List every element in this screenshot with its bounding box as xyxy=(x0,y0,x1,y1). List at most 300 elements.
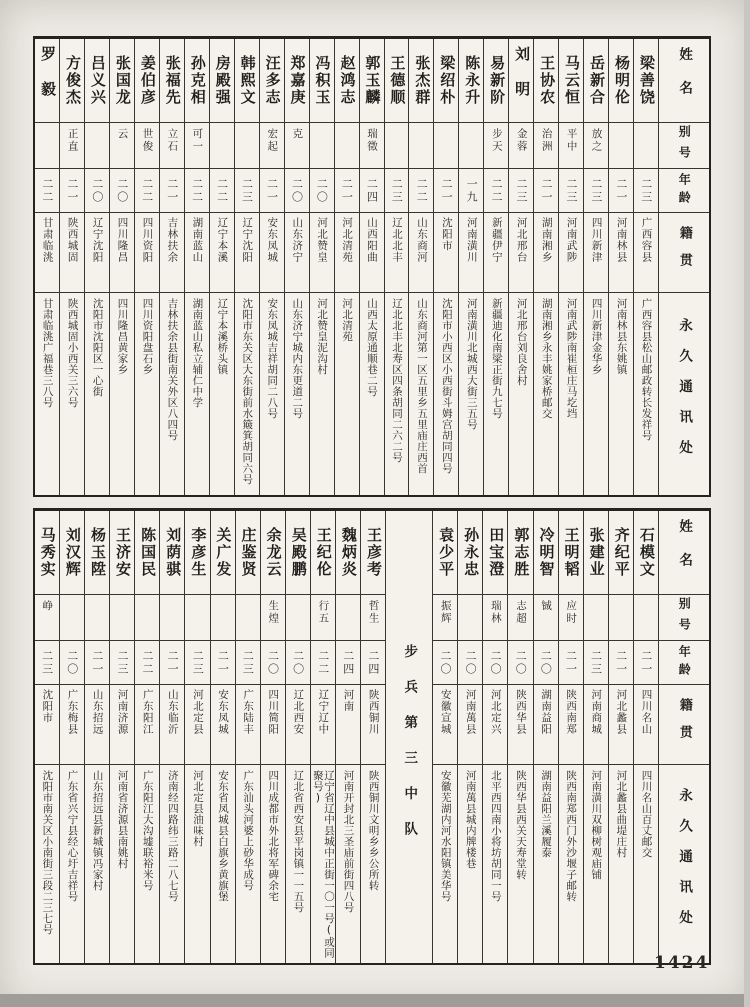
address-cell-text: 河南省济源县南姚村 xyxy=(116,770,129,869)
alias-cell xyxy=(160,123,184,169)
native-cell-text: 山西阳曲 xyxy=(366,217,379,263)
address-cell-text: 河北蠡县曲堤庄村 xyxy=(615,770,628,858)
header-name-label-text: 姓名 xyxy=(676,47,693,114)
address-cell xyxy=(210,293,234,495)
native-cell-text: 陕西铜川 xyxy=(367,689,380,735)
address-cell-text: 四川隆昌黄家乡 xyxy=(116,298,129,375)
address-cell xyxy=(385,293,409,495)
address-cell xyxy=(236,765,260,963)
roster-table-bottom xyxy=(33,508,711,965)
name-cell xyxy=(360,39,384,123)
header-address-label xyxy=(659,765,709,963)
person-column xyxy=(134,511,159,963)
address-cell-text: 安徽芜湖内河水阳镇美华号 xyxy=(439,770,452,902)
alias-cell xyxy=(311,595,335,641)
name-cell xyxy=(484,39,508,123)
name-cell xyxy=(335,39,359,123)
name-cell xyxy=(433,511,457,595)
age-cell xyxy=(211,641,235,685)
address-cell-text: 河南开封北三圣庙前街四八号 xyxy=(342,770,355,913)
name-cell xyxy=(385,39,409,123)
alias-cell-text: 峥 xyxy=(41,600,54,613)
name-cell xyxy=(185,511,209,595)
age-cell-text: 二二 xyxy=(140,177,154,204)
address-cell-text: 河南萬县城内牌楼巷 xyxy=(464,770,477,869)
age-cell-text: 二一 xyxy=(90,649,104,676)
header-age-label-text: 年龄 xyxy=(677,172,692,209)
name-cell xyxy=(110,39,134,123)
address-cell xyxy=(60,293,84,495)
name-cell xyxy=(609,511,633,595)
alias-cell-text: 克 xyxy=(291,128,304,141)
name-cell-text: 王德顺 xyxy=(388,55,407,106)
name-cell-text: 刘汉辉 xyxy=(63,527,82,578)
address-cell-text: 沈阳市东关区大东街前水簸箕胡同六号 xyxy=(241,298,254,485)
age-cell xyxy=(534,641,558,685)
native-cell-text: 四川隆昌 xyxy=(116,217,129,263)
age-cell xyxy=(60,641,84,685)
address-cell xyxy=(35,765,59,963)
person-column xyxy=(59,39,84,495)
age-cell-text: 二〇 xyxy=(65,649,79,676)
name-cell xyxy=(211,511,235,595)
native-cell-text: 河南萬县 xyxy=(464,689,477,735)
alias-cell xyxy=(483,595,507,641)
person-column xyxy=(284,39,309,495)
header-age-label xyxy=(659,641,709,685)
age-cell xyxy=(559,169,583,213)
native-cell xyxy=(534,213,558,293)
age-cell xyxy=(360,169,384,213)
address-cell-text: 四川成都市外北将军碑余宅 xyxy=(267,770,280,902)
native-cell xyxy=(210,213,234,293)
person-column xyxy=(433,39,458,495)
person-column xyxy=(35,511,59,963)
address-cell-text: 四川资阳盘石乡 xyxy=(141,298,154,375)
address-cell-text: 陕西城固小西关三六号 xyxy=(66,298,79,408)
alias-cell xyxy=(135,123,159,169)
name-cell-text: 房殿强 xyxy=(213,55,232,106)
header-native-label xyxy=(659,213,709,293)
age-cell-text: 二二 xyxy=(490,177,504,204)
alias-cell xyxy=(261,595,285,641)
age-cell-text: 二〇 xyxy=(464,649,478,676)
age-cell-text: 二三 xyxy=(515,177,529,204)
alias-cell xyxy=(110,595,134,641)
person-column xyxy=(159,39,184,495)
name-cell xyxy=(135,511,159,595)
alias-cell-text: 哲生 xyxy=(367,600,380,625)
person-column xyxy=(508,39,533,495)
name-cell xyxy=(584,511,608,595)
address-cell xyxy=(135,293,159,495)
age-cell-text: 二一 xyxy=(564,649,578,676)
address-cell-text: 湖南益阳兰溪履泰 xyxy=(540,770,553,858)
native-cell-text: 河北清苑 xyxy=(341,217,354,263)
name-cell-text: 冷明智 xyxy=(537,527,556,578)
native-cell-text: 沈阳市 xyxy=(440,217,453,252)
address-cell-text: 河南潢川双柳树观庙铺 xyxy=(590,770,603,880)
age-cell-text: 二〇 xyxy=(438,649,452,676)
name-cell-text: 王协农 xyxy=(538,55,557,106)
alias-cell-text: 云 xyxy=(116,128,129,141)
alias-cell xyxy=(235,123,259,169)
age-cell xyxy=(210,169,234,213)
address-cell xyxy=(185,293,209,495)
native-cell xyxy=(534,685,558,765)
age-cell xyxy=(483,641,507,685)
native-cell-text: 河北定兴 xyxy=(489,689,502,735)
address-cell-text: 陕西南郑西门外沙堰子邮转 xyxy=(565,770,578,902)
native-cell-text: 新疆伊宁 xyxy=(490,217,503,263)
alias-cell-text: 振辉 xyxy=(439,600,452,625)
alias-cell xyxy=(534,123,558,169)
person-column xyxy=(583,39,608,495)
native-cell-text: 河北赞皇 xyxy=(316,217,329,263)
person-column xyxy=(458,39,483,495)
address-cell xyxy=(559,765,583,963)
person-column xyxy=(483,39,508,495)
age-cell xyxy=(584,169,608,213)
address-cell xyxy=(285,293,309,495)
person-column xyxy=(109,39,134,495)
native-cell-text: 沈阳市 xyxy=(41,689,54,724)
alias-cell xyxy=(35,595,59,641)
native-cell-text: 陕西南郑 xyxy=(565,689,578,735)
native-cell xyxy=(185,685,209,765)
age-cell-text: 二三 xyxy=(40,649,54,676)
address-cell xyxy=(484,293,508,495)
alias-cell xyxy=(361,595,385,641)
name-cell-text: 张杰群 xyxy=(413,55,432,106)
age-cell xyxy=(85,169,109,213)
name-cell xyxy=(135,39,159,123)
page-number: 1424 xyxy=(654,953,710,973)
native-cell-text: 河南济源 xyxy=(116,689,129,735)
age-cell xyxy=(135,641,159,685)
person-column xyxy=(35,39,59,495)
age-cell-text: 二一 xyxy=(216,649,230,676)
address-cell-text: 河北定县油味村 xyxy=(191,770,204,847)
age-cell-text: 二〇 xyxy=(489,649,503,676)
address-cell-text: 河南武陟南崔桓庄马圪垱 xyxy=(565,298,578,419)
name-cell xyxy=(409,39,433,123)
native-cell xyxy=(609,685,633,765)
address-cell-text: 河北邢台刘良舍村 xyxy=(515,298,528,386)
address-cell xyxy=(634,293,658,495)
alias-cell xyxy=(584,595,608,641)
name-cell xyxy=(311,511,335,595)
native-cell-text: 河南潢川 xyxy=(465,217,478,263)
age-cell xyxy=(260,169,284,213)
address-cell-text: 安东省凤城县白旗乡黄旗堡 xyxy=(217,770,230,902)
person-column xyxy=(384,39,409,495)
name-cell-text: 吕义兴 xyxy=(88,55,107,106)
header-native-label xyxy=(659,685,709,765)
address-cell xyxy=(360,293,384,495)
person-column xyxy=(408,39,433,495)
name-cell xyxy=(185,39,209,123)
alias-cell xyxy=(433,595,457,641)
alias-cell xyxy=(336,595,360,641)
address-cell-text: 四川新津金华乡 xyxy=(590,298,603,375)
age-cell xyxy=(433,641,457,685)
address-cell-text: 四川名山百丈邮交 xyxy=(640,770,653,858)
native-cell xyxy=(360,213,384,293)
native-cell-text: 河南林县 xyxy=(615,217,628,263)
native-cell xyxy=(409,213,433,293)
name-cell-text: 岳新合 xyxy=(587,55,606,106)
native-cell xyxy=(236,685,260,765)
name-cell xyxy=(459,39,483,123)
age-cell-text: 二二 xyxy=(141,649,155,676)
name-cell-text: 杨玉陞 xyxy=(88,527,107,578)
address-cell xyxy=(483,765,507,963)
native-cell-text: 安东凤城 xyxy=(266,217,279,263)
native-cell xyxy=(310,213,334,293)
name-cell-text: 梁绍朴 xyxy=(438,55,457,106)
alias-cell-text: 生煌 xyxy=(267,600,280,625)
name-cell-text: 袁少平 xyxy=(437,527,456,578)
native-cell-text: 广东阳江 xyxy=(141,689,154,735)
address-cell xyxy=(185,765,209,963)
header-name-label xyxy=(659,39,709,123)
address-cell-text: 广东省兴宁县经心圩吉祥号 xyxy=(66,770,79,902)
age-cell xyxy=(409,169,433,213)
person-column xyxy=(359,39,384,495)
address-cell xyxy=(286,765,310,963)
alias-cell-text: 金蓉 xyxy=(515,128,528,153)
name-cell-text: 王济安 xyxy=(114,527,133,578)
name-cell-text: 刘荫骐 xyxy=(164,527,183,578)
age-cell-text: 二四 xyxy=(341,649,355,676)
header-address-label-text: 永久通讯处 xyxy=(676,317,693,471)
address-cell-text: 山东商河第一区五里乡五里庙庄西首 xyxy=(415,298,428,474)
native-cell xyxy=(483,685,507,765)
age-cell-text: 二〇 xyxy=(290,177,304,204)
alias-cell xyxy=(260,123,284,169)
alias-cell xyxy=(285,123,309,169)
name-cell-text: 张福先 xyxy=(163,55,182,106)
name-cell xyxy=(634,39,658,123)
age-cell-text: 二〇 xyxy=(115,177,129,204)
alias-cell xyxy=(110,123,134,169)
name-cell-text: 马云恒 xyxy=(563,55,582,106)
age-cell xyxy=(160,169,184,213)
name-cell xyxy=(110,511,134,595)
alias-cell xyxy=(409,123,433,169)
person-column xyxy=(210,511,235,963)
name-cell-text: 赵鸿志 xyxy=(338,55,357,106)
native-cell xyxy=(35,213,59,293)
name-cell xyxy=(85,39,109,123)
scan-right-edge xyxy=(744,0,750,1007)
address-cell xyxy=(584,293,608,495)
age-cell-text: 二三 xyxy=(390,177,404,204)
native-cell xyxy=(634,213,658,293)
person-column xyxy=(84,39,109,495)
name-cell-text: 张国龙 xyxy=(113,55,132,106)
alias-cell-text: 志超 xyxy=(514,600,527,625)
age-cell-text: 二一 xyxy=(65,177,79,204)
age-cell xyxy=(110,641,134,685)
alias-cell xyxy=(458,595,482,641)
person-column xyxy=(633,511,658,963)
alias-cell xyxy=(559,595,583,641)
native-cell xyxy=(135,213,159,293)
name-cell xyxy=(483,511,507,595)
native-cell xyxy=(584,213,608,293)
age-cell xyxy=(85,641,109,685)
native-cell xyxy=(634,685,658,765)
address-cell-text: 湖南蓝山私立辅仁中学 xyxy=(191,298,204,408)
person-column xyxy=(285,511,310,963)
address-cell xyxy=(335,293,359,495)
age-cell-text: 二一 xyxy=(614,649,628,676)
alias-cell xyxy=(60,123,84,169)
native-cell-text: 四川资阳 xyxy=(141,217,154,263)
header-age-label xyxy=(659,169,709,213)
header-name-label xyxy=(659,511,709,595)
age-cell-text: 二一 xyxy=(340,177,354,204)
age-cell xyxy=(534,169,558,213)
name-cell xyxy=(35,511,59,595)
age-cell-text: 二三 xyxy=(191,649,205,676)
native-cell xyxy=(385,213,409,293)
native-cell xyxy=(286,685,310,765)
native-cell xyxy=(361,685,385,765)
name-cell-text: 李彦生 xyxy=(189,527,208,578)
name-cell xyxy=(85,511,109,595)
age-cell xyxy=(634,641,658,685)
name-cell-text: 庄鉴贤 xyxy=(239,527,258,578)
native-cell-text: 湖南蓝山 xyxy=(191,217,204,263)
name-cell-text: 齐纪平 xyxy=(612,527,631,578)
age-cell xyxy=(235,169,259,213)
address-cell-text: 辽宁本溪桥头镇 xyxy=(216,298,229,375)
alias-cell xyxy=(634,123,658,169)
address-cell xyxy=(508,765,532,963)
age-cell xyxy=(559,641,583,685)
age-cell xyxy=(35,641,59,685)
name-cell-text: 王纪伦 xyxy=(314,527,333,578)
age-cell-text: 二三 xyxy=(564,177,578,204)
name-cell xyxy=(559,511,583,595)
age-cell-text: 二一 xyxy=(639,649,653,676)
age-cell xyxy=(236,641,260,685)
person-column xyxy=(259,39,284,495)
native-cell xyxy=(85,213,109,293)
address-cell xyxy=(35,293,59,495)
address-cell-text: 沈阳市沈阳区一心街 xyxy=(91,298,104,397)
alias-cell-text: 步天 xyxy=(490,128,503,153)
address-cell-text: 北平西四南小将坊胡同一号 xyxy=(489,770,502,902)
native-cell xyxy=(261,685,285,765)
address-cell xyxy=(634,765,658,963)
address-cell-text: 广东汕头河婆上砂华成号 xyxy=(242,770,255,891)
age-cell-text: 二三 xyxy=(639,177,653,204)
name-cell-text: 郭志胜 xyxy=(512,527,531,578)
alias-cell-text: 治洲 xyxy=(540,128,553,153)
header-alias-label xyxy=(659,595,709,641)
native-cell-text: 甘肃临洮 xyxy=(41,217,54,263)
person-column xyxy=(334,39,359,495)
native-cell-text: 辽宁本溪 xyxy=(216,217,229,263)
name-cell-text: 汪多志 xyxy=(263,55,282,106)
age-cell-text: 二四 xyxy=(365,177,379,204)
address-cell xyxy=(160,293,184,495)
age-cell xyxy=(160,641,184,685)
age-cell xyxy=(458,641,482,685)
name-cell xyxy=(160,39,184,123)
native-cell xyxy=(85,685,109,765)
person-column xyxy=(432,511,457,963)
native-cell-text: 四川新津 xyxy=(590,217,603,263)
alias-cell xyxy=(35,123,59,169)
alias-cell xyxy=(160,595,184,641)
name-cell-text: 杨明伦 xyxy=(612,55,631,106)
alias-cell xyxy=(360,123,384,169)
age-cell-text: 二一 xyxy=(165,177,179,204)
name-cell-text: 易新阶 xyxy=(488,55,507,106)
person-column xyxy=(184,511,209,963)
person-column xyxy=(109,511,134,963)
name-cell-text: 郭玉麟 xyxy=(363,55,382,106)
address-cell-text: 济南经四路纬三路二八七号 xyxy=(166,770,179,902)
header-name-label-text: 姓名 xyxy=(676,519,693,586)
name-cell-text: 冯积玉 xyxy=(313,55,332,106)
address-cell-text: 山西太原通顺巷二号 xyxy=(366,298,379,397)
person-column xyxy=(583,511,608,963)
name-cell-text: 孙永忠 xyxy=(462,527,481,578)
name-cell-text: 陈国民 xyxy=(139,527,158,578)
address-cell xyxy=(235,293,259,495)
name-cell xyxy=(509,39,533,123)
person-column xyxy=(608,511,633,963)
header-address-label-text: 永久通讯处 xyxy=(676,787,693,941)
age-cell-text: 二一 xyxy=(539,177,553,204)
address-cell-text: 沈阳市南关区小南街三段二三七号 xyxy=(41,770,54,935)
native-cell-text: 河北蠡县 xyxy=(615,689,628,735)
address-cell xyxy=(85,293,109,495)
alias-cell-text: 正直 xyxy=(66,128,79,153)
address-cell xyxy=(261,765,285,963)
age-cell-text: 二三 xyxy=(115,649,129,676)
alias-cell-text: 宏起 xyxy=(266,128,279,153)
age-cell-text: 二二 xyxy=(40,177,54,204)
native-cell-text: 安徽宣城 xyxy=(439,689,452,735)
person-column xyxy=(184,39,209,495)
age-cell-text: 二三 xyxy=(240,177,254,204)
name-cell-text: 郑嘉庚 xyxy=(288,55,307,106)
age-cell-text: 二三 xyxy=(241,649,255,676)
alias-cell xyxy=(634,595,658,641)
name-cell xyxy=(559,39,583,123)
header-native-label-text: 籍贯 xyxy=(676,697,692,752)
age-cell-text: 二一 xyxy=(614,177,628,204)
alias-cell xyxy=(135,595,159,641)
person-column xyxy=(159,511,184,963)
address-cell-text: 河北清苑 xyxy=(341,298,354,342)
alias-cell xyxy=(459,123,483,169)
person-column xyxy=(309,39,334,495)
age-cell-text: 二二 xyxy=(415,177,429,204)
name-cell xyxy=(235,39,259,123)
address-cell-text: 辽宁省辽中县城中正街一〇一号(或同聚号) xyxy=(311,770,335,959)
alias-cell-text: 世俊 xyxy=(141,128,154,153)
native-cell xyxy=(459,213,483,293)
address-cell xyxy=(211,765,235,963)
